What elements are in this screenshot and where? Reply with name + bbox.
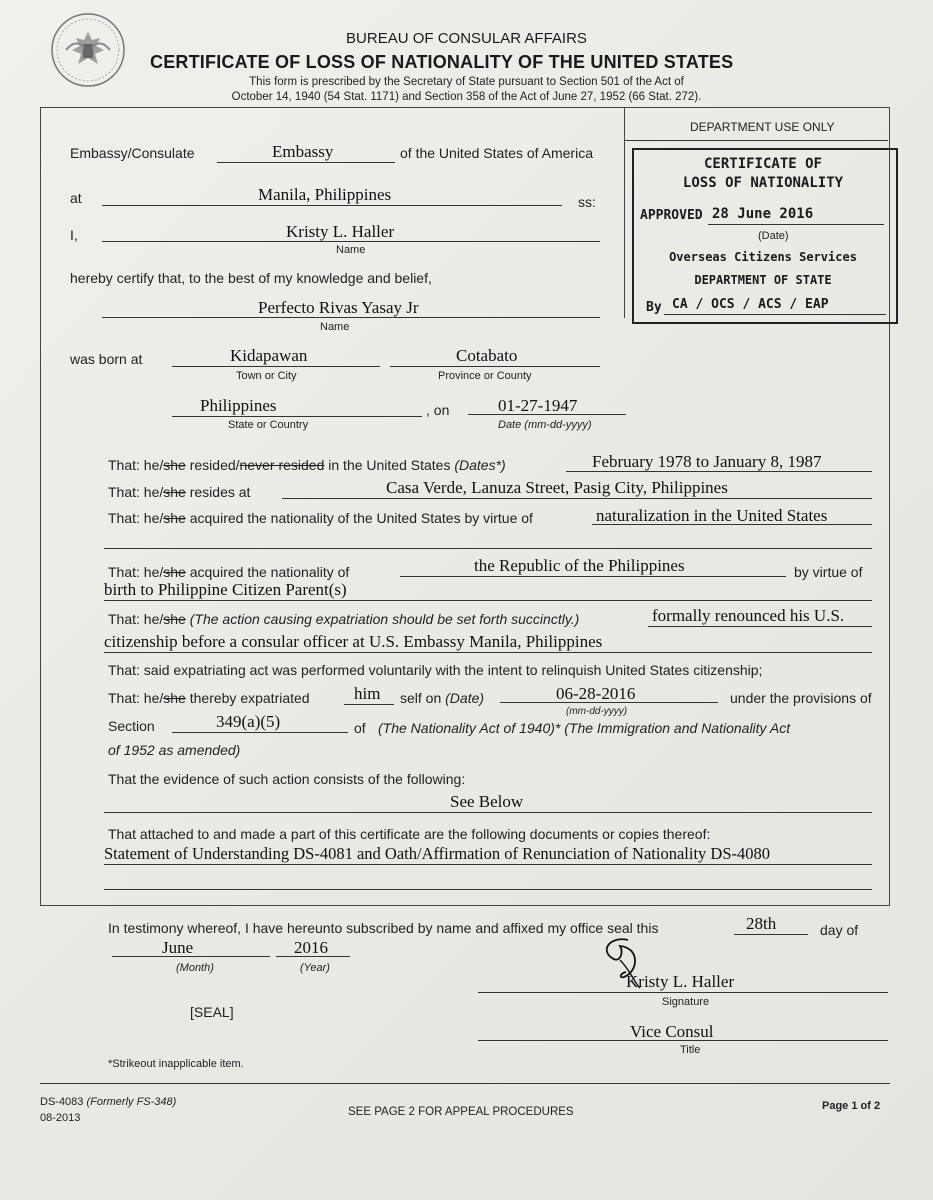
at-value: Manila, Philippines (258, 185, 392, 204)
by-virtue-label: by virtue of (794, 564, 863, 580)
resides-value: Casa Verde, Lanuza Street, Pasig City, Philippines (386, 478, 728, 497)
testimony-day: 28th (746, 914, 777, 933)
subject-name-caption: Name (320, 321, 350, 333)
resided-value: February 1978 to January 8, 1987 (592, 452, 822, 471)
birth-country-caption: State or Country (228, 419, 309, 431)
month-caption: (Month) (176, 962, 214, 974)
by-label: By (646, 300, 662, 315)
day-of-label: day of (820, 922, 859, 938)
page-number: Page 1 of 2 (822, 1100, 881, 1112)
evidence-label: That the evidence of such action consists of the following: (108, 771, 466, 787)
approved-date-caption: (Date) (758, 230, 789, 242)
officer-name-line (102, 241, 600, 242)
strikeout-note: *Strikeout inapplicable item. (108, 1058, 244, 1070)
testimony-day-line (734, 934, 808, 935)
approved-date-line (708, 224, 884, 225)
birth-province: Cotabato (456, 346, 518, 365)
attached-label: That attached to and made a part of this certificate are the following documents or copies thereof: (108, 826, 711, 842)
dept-box-heading-rule (624, 140, 888, 141)
testimony-month-line (112, 956, 270, 957)
voluntary-statement: That: said expatriating act was performed voluntarily with the intent to relinquish United States citizenship; (108, 662, 763, 678)
officer-name-caption: Name (336, 244, 366, 256)
of-label: of (354, 720, 366, 736)
officer-name: Kristy L. Haller (286, 222, 395, 241)
subject-name: Perfecto Rivas Yasay Jr (258, 298, 419, 317)
act-text-2: of 1952 as amended) (108, 742, 241, 758)
birth-town: Kidapawan (230, 346, 308, 365)
section-line (172, 732, 348, 733)
subject-name-line (102, 317, 600, 318)
resided-line (566, 471, 872, 472)
birth-date-line (468, 414, 626, 415)
acquired-other-statement: That: he/she acquired the nationality of (108, 564, 350, 580)
resides-line (282, 498, 872, 499)
prescribed-line-1: This form is prescribed by the Secretary of State pursuant to Section 501 of the Act of (249, 76, 684, 88)
embassy-label: Embassy/Consulate (70, 145, 195, 161)
title-caption: Title (680, 1044, 701, 1056)
birth-town-line (172, 366, 380, 367)
expatriated-statement: That: he/she thereby expatriated (108, 690, 310, 706)
embassy-value: Embassy (272, 142, 334, 161)
approved-date: 28 June 2016 (712, 206, 814, 222)
appeal-note: SEE PAGE 2 FOR APPEAL PROCEDURES (348, 1106, 574, 1118)
seal-placeholder: [SEAL] (190, 1004, 234, 1020)
by-value: CA / OCS / ACS / EAP (672, 297, 829, 312)
birth-date-caption: Date (mm-dd-yyyy) (498, 419, 592, 431)
attached-value: Statement of Understanding DS-4081 and Oath/Affirmation of Renunciation of Nationality DS-4080 (104, 844, 770, 863)
testimony-year: 2016 (294, 938, 328, 957)
i-label: I, (70, 227, 78, 243)
action-statement: That: he/she (The action causing expatriation should be set forth succinctly.) (108, 611, 580, 627)
pronoun-line (344, 704, 394, 705)
act-text-1: (The Nationality Act of 1940)* (The Immigration and Nationality Act (378, 720, 791, 736)
resided-statement: That: he/she resided/never resided in the United States (Dates*) (108, 457, 506, 473)
evidence-value: See Below (450, 792, 524, 811)
dept-use-heading: DEPARTMENT USE ONLY (690, 120, 835, 134)
birth-town-caption: Town or City (236, 370, 297, 382)
self-on-label: self on (Date) (400, 690, 485, 706)
born-label: was born at (70, 351, 143, 367)
signature-line (478, 992, 888, 993)
attached-line-2 (104, 889, 872, 890)
action-line-2 (104, 652, 872, 653)
form-number: DS-4083 (Formerly FS-348) (40, 1096, 177, 1108)
by-line (664, 314, 886, 315)
pronoun-value: him (354, 684, 381, 703)
testimony-year-line (276, 956, 350, 957)
acquired-other-line (400, 576, 786, 577)
dos-name: DEPARTMENT OF STATE (694, 273, 832, 287)
at-line (102, 205, 562, 206)
prescribed-line-2: October 14, 1940 (54 Stat. 1171) and Section 358 of the Act of June 27, 1952 (66 Stat. 272). (231, 91, 702, 103)
birth-province-caption: Province or County (438, 370, 532, 382)
stamp-title-2: LOSS OF NATIONALITY (682, 175, 844, 191)
expatriation-date-caption: (mm-dd-yyyy) (566, 706, 628, 717)
signature-name: Kristy L. Haller (626, 972, 735, 991)
certify-text: hereby certify that, to the best of my knowledge and belief, (70, 270, 432, 286)
acquired-us-statement: That: he/she acquired the nationality of the United States by virtue of (108, 510, 533, 526)
resides-statement: That: he/she resides at (108, 484, 251, 500)
approved-label: APPROVED (640, 208, 703, 223)
form-bottom-divider (40, 1083, 890, 1084)
acquired-other-value-2: birth to Philippine Citizen Parent(s) (104, 580, 347, 599)
testimony-text: In testimony whereof, I have hereunto subscribed by name and affixed my office seal this (108, 920, 659, 936)
acquired-us-value: naturalization in the United States (596, 506, 828, 525)
attached-line (104, 864, 872, 865)
embassy-line (217, 162, 395, 163)
of-usa-label: of the United States of America (400, 145, 593, 161)
action-value-1: formally renounced his U.S. (652, 606, 845, 625)
birth-country-line (172, 416, 422, 417)
stamp-title-1: CERTIFICATE OF (703, 156, 822, 172)
evidence-line (104, 812, 872, 813)
birth-date: 01-27-1947 (498, 396, 578, 415)
ocs-name: Overseas Citizens Services (669, 250, 857, 264)
action-value-2: citizenship before a consular officer at U.S. Embassy Manila, Philippines (104, 632, 603, 651)
document-title: CERTIFICATE OF LOSS OF NATIONALITY OF THE UNITED STATES (150, 52, 734, 72)
title-value: Vice Consul (630, 1022, 714, 1041)
signature-caption: Signature (662, 996, 710, 1008)
section-label: Section (108, 718, 155, 734)
birth-country: Philippines (200, 396, 277, 415)
under-provisions-label: under the provisions of (730, 690, 872, 706)
acquired-us-line (592, 524, 872, 525)
acquired-other-line-2 (104, 600, 872, 601)
form-revision: 08-2013 (40, 1112, 81, 1124)
bureau-name: BUREAU OF CONSULAR AFFAIRS (346, 30, 587, 47)
testimony-month: June (162, 938, 194, 957)
ss-label: ss: (578, 194, 596, 210)
on-label: , on (426, 402, 450, 418)
birth-province-line (390, 366, 600, 367)
year-caption: (Year) (300, 962, 330, 974)
at-label: at (70, 190, 82, 206)
acquired-other-value: the Republic of the Philippines (474, 556, 685, 575)
acquired-us-line-2 (104, 548, 872, 549)
expatriation-date-line (500, 702, 718, 703)
action-line-1 (648, 626, 872, 627)
expatriation-date: 06-28-2016 (556, 684, 636, 703)
title-line (478, 1040, 888, 1041)
section-value: 349(a)(5) (216, 712, 281, 731)
